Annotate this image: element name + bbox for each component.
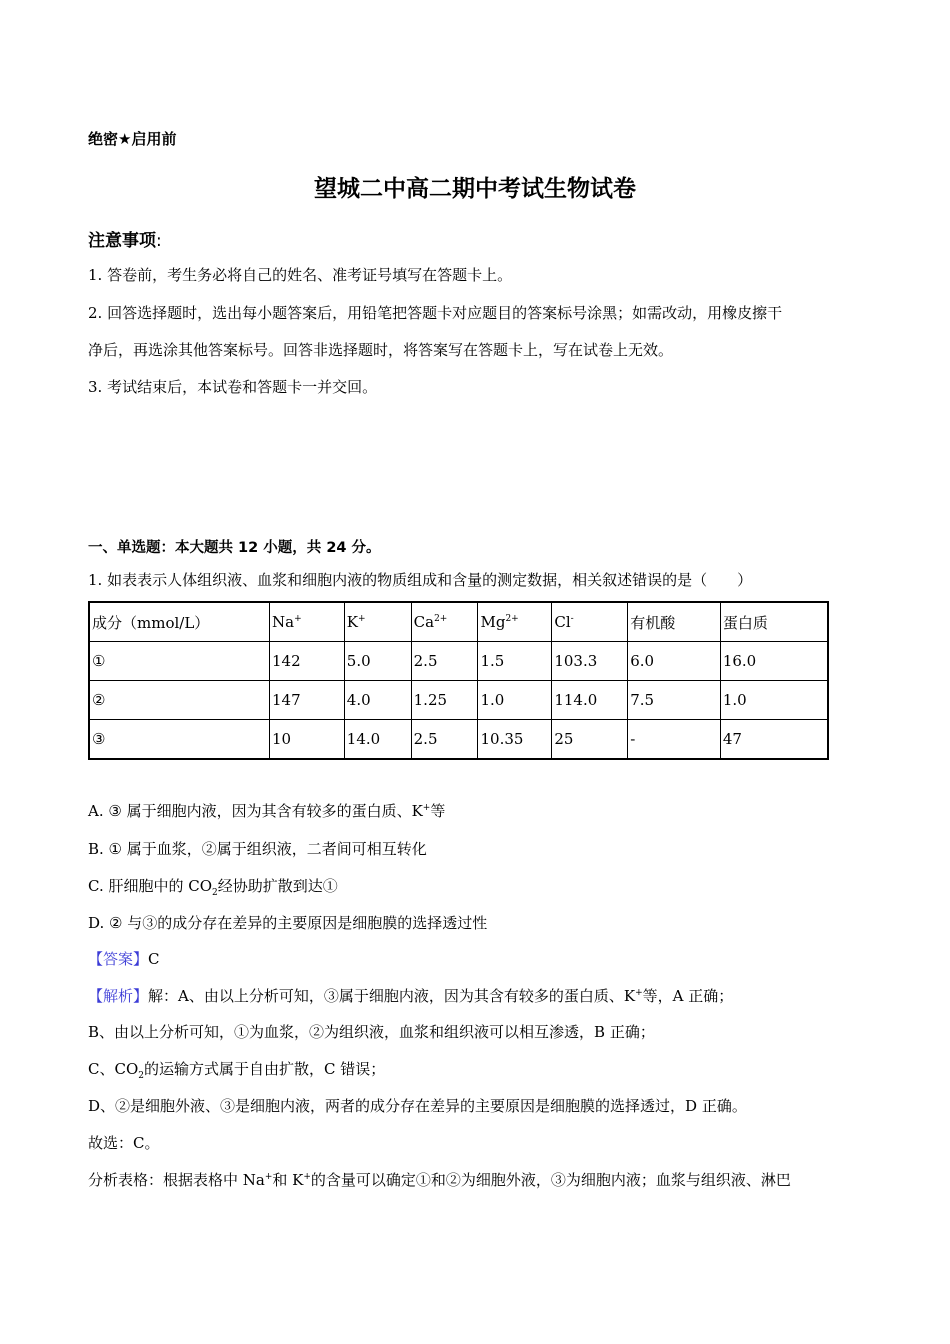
option-d: D. ② 与③的成分存在差异的主要原因是细胞膜的选择透过性 [88,914,488,932]
table-cell: 2.5 [411,720,478,760]
table-cell: 16.0 [720,642,828,681]
header-organic-acid: 有机酸 [628,602,721,642]
analysis-line-3: C、$CO_2$的运输方式属于自由扩散，C 错误； [88,1060,386,1081]
analysis-line-4: D、②是细胞外液、③是细胞内液，两者的成分存在差异的主要原因是细胞膜的选择透过，D 正确。 [88,1097,747,1115]
analysis-line-1: 【解析】解：A、由以上分析可知，③属于细胞内液，因为其含有较多的蛋白质、K+等，A 正确； [88,987,734,1005]
table-cell: 1.25 [411,681,478,720]
table-cell: ② [89,681,270,720]
table-cell: 6.0 [628,642,721,681]
table-cell: 2.5 [411,642,478,681]
table-cell: 1.0 [720,681,828,720]
page-title: 望城二中高二期中考试生物试卷 [314,176,636,202]
answer-tag: 【答案】 [88,950,149,968]
option-a: A. ③ 属于细胞内液，因为其含有较多的蛋白质、K+等 [88,802,446,820]
table-cell: ① [89,642,270,681]
question-stem: 1. 如表表示人体组织液、血浆和细胞内液的物质组成和含量的测定数据，相关叙述错误的是（ ） [88,571,753,589]
table-cell: 10.35 [478,720,552,760]
notice-colon: : [156,231,162,251]
answer-line [88,948,160,969]
header-mg: $Mg^{2+}$ [478,602,552,642]
section-heading: 一、单选题：本大题共 12 小题，共 24 分。 [88,540,381,556]
table-cell: 7.5 [628,681,721,720]
table-header-row [89,602,828,642]
table-cell: 114.0 [552,681,628,720]
composition-table [88,601,829,760]
table-cell: 1.0 [478,681,552,720]
table-cell: 1.5 [478,642,552,681]
option-c: C. 肝细胞中的 $CO_2$经协助扩散到达① [88,877,338,898]
table-cell: 5.0 [344,642,411,681]
notice-item-1: 1. 答卷前，考生务必将自己的姓名、准考证号填写在答题卡上。 [88,266,513,284]
header-ca: $Ca^{2+}$ [411,602,478,642]
notice-item-2-cont: 净后，再选涂其他答案标号。回答非选择题时，将答案写在答题卡上，写在试卷上无效。 [88,341,674,359]
header-na: Na+ [270,602,345,642]
table-cell: - [628,720,721,760]
notice-heading [88,226,162,251]
table-cell: 142 [270,642,345,681]
table-cell: ③ [89,720,270,760]
header-component: 成分（mmol/L） [89,602,270,642]
analysis-line-5: 故选：C。 [88,1134,160,1152]
header-k: K+ [344,602,411,642]
table-cell: 47 [720,720,828,760]
table-cell: 147 [270,681,345,720]
confidential-label: 绝密★启用前 [88,130,177,148]
notice-item-2: 2. 回答选择题时，选出每小题答案后，用铅笔把答题卡对应题目的答案标号涂黑；如需改动，用橡皮擦干 [88,304,783,322]
analysis-line-6: 分析表格：根据表格中 Na+和 K+的含量可以确定①和②为细胞外液，③为细胞内液；血浆与组织液、淋巴 [88,1171,791,1189]
option-b: B. ① 属于血浆，②属于组织液，二者间可相互转化 [88,840,427,858]
header-cl: Cl- [552,602,628,642]
table-cell: 103.3 [552,642,628,681]
table-row [89,681,828,720]
analysis-tag: 【解析】 [88,987,149,1005]
table-row [89,642,828,681]
table-cell: 10 [270,720,345,760]
analysis-line-2: B、由以上分析可知，①为血浆，②为组织液，血浆和组织液可以相互渗透，B 正确； [88,1023,655,1041]
table-row [89,720,828,760]
answer-value: C [148,950,160,968]
notice-title: 注意事项 [88,231,156,251]
table-cell: 4.0 [344,681,411,720]
table-cell: 25 [552,720,628,760]
notice-item-3: 3. 考试结束后，本试卷和答题卡一并交回。 [88,378,378,396]
table-cell: 14.0 [344,720,411,760]
header-protein: 蛋白质 [720,602,828,642]
